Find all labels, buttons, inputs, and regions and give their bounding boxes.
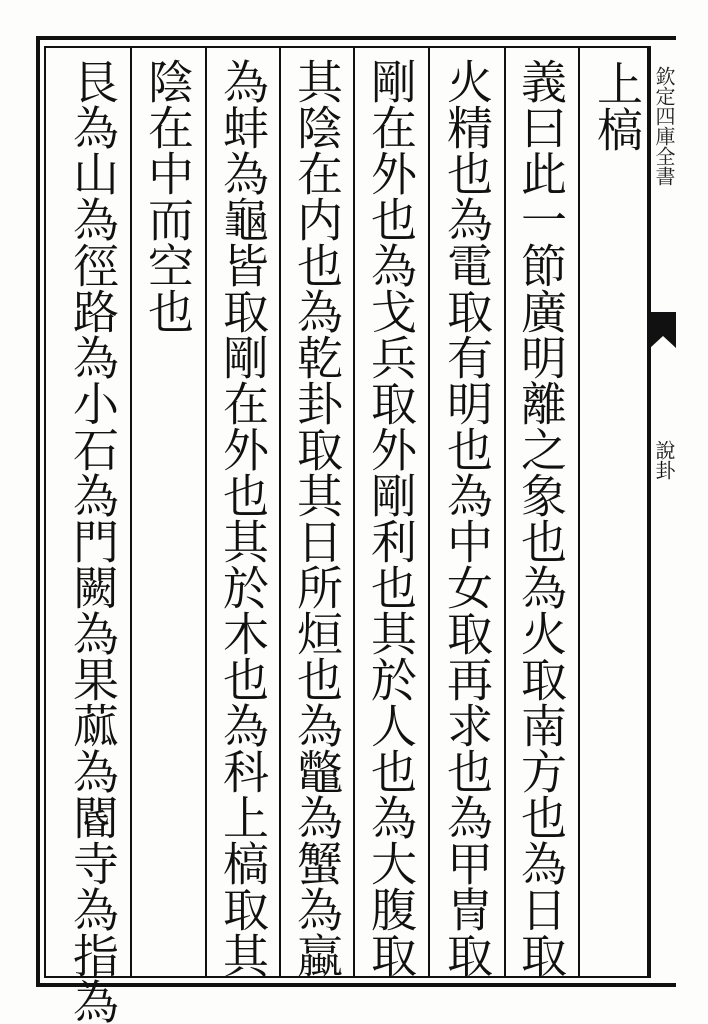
text-column-1: 義曰此一節廣明離之象也為火取南方也為日取	[514, 58, 568, 978]
text-column-7: 艮為山為徑路為小石為門闕為果蓏為閽寺為指為	[66, 58, 120, 1024]
margin-book-title: 欽定四庫全書	[652, 66, 676, 186]
column-rule	[578, 46, 580, 978]
text-column-3: 剛在外也為戈兵取外剛利也其於人也為大腹取	[364, 58, 418, 978]
section-heading: 上槁	[590, 60, 644, 152]
column-rule	[353, 46, 355, 978]
column-rule	[205, 46, 207, 978]
text-column-6: 陰在中而空也	[141, 58, 195, 334]
column-rule	[428, 46, 430, 978]
column-rule	[279, 46, 281, 978]
fish-tail-mark-icon	[650, 312, 676, 348]
text-column-2: 火精也為電取有明也為中女取再求也為甲冑取	[440, 58, 494, 978]
column-rule	[504, 46, 506, 978]
text-column-5: 為蚌為龜皆取剛在外也其於木也為科上槁取其	[216, 58, 270, 978]
margin-chapter-title: 說卦	[652, 440, 676, 480]
column-rule	[130, 46, 132, 978]
text-column-4: 其陰在内也為乾卦取其日所烜也為鼈為蟹為蠃	[290, 58, 344, 978]
